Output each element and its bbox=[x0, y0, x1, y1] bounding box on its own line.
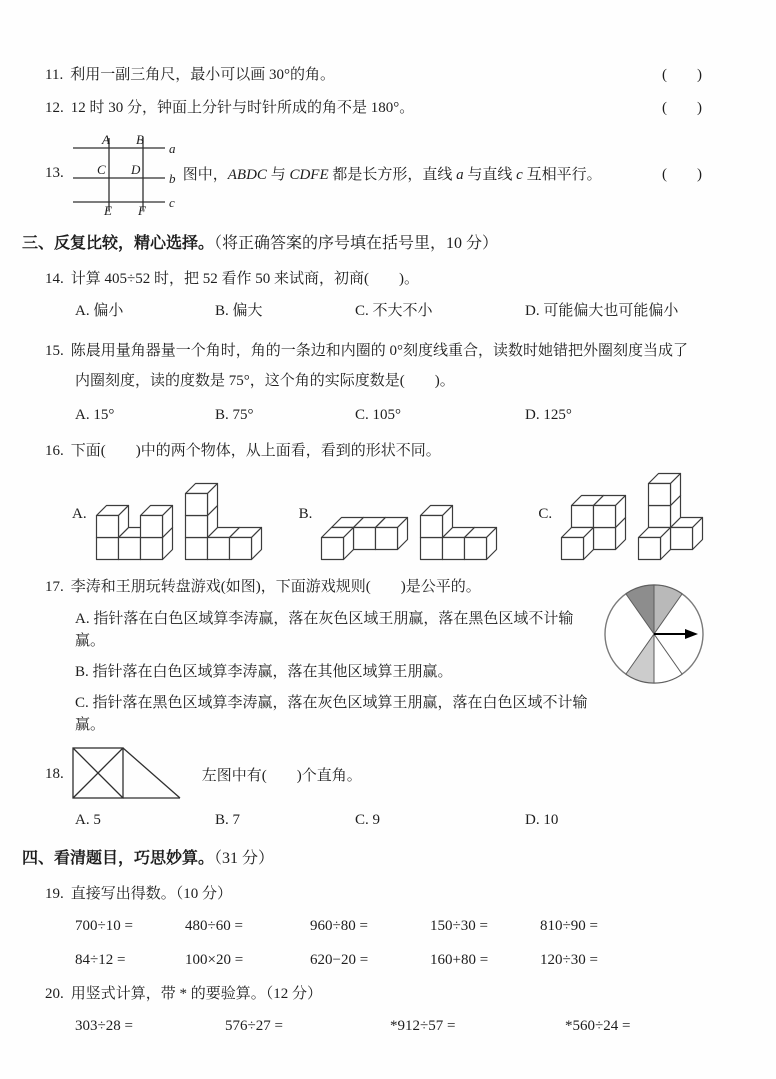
question-16-figures bbox=[72, 472, 776, 566]
question-19-row-1 bbox=[75, 915, 776, 937]
option-c: C. 9 bbox=[355, 812, 381, 828]
expression: 160+80 = bbox=[430, 952, 489, 968]
question-19-row-2 bbox=[75, 949, 776, 971]
option-b: B. 75° bbox=[215, 407, 254, 423]
question-14 bbox=[45, 268, 776, 290]
answer-bracket: ( ) bbox=[662, 166, 702, 183]
question-number: 15. bbox=[45, 343, 64, 359]
option-c: C. 105° bbox=[355, 407, 402, 423]
question-18-options bbox=[75, 809, 776, 831]
expression: 150÷30 = bbox=[430, 918, 488, 934]
question-19 bbox=[45, 883, 776, 905]
cube-figure-b1 bbox=[320, 516, 409, 566]
question-15 bbox=[45, 336, 776, 396]
expression: 100×20 = bbox=[185, 952, 244, 968]
question-number: 17. bbox=[45, 579, 64, 595]
parallel-lines-figure bbox=[71, 130, 183, 216]
cube-figure-c2 bbox=[637, 472, 704, 566]
question-18 bbox=[45, 745, 776, 803]
question-20-problems bbox=[75, 1015, 776, 1037]
section-4-heading bbox=[22, 847, 776, 871]
section-note: （31 分） bbox=[214, 850, 275, 867]
expression: 700÷10 = bbox=[75, 918, 133, 934]
option-b: B. 7 bbox=[215, 812, 241, 828]
point-label-B: B bbox=[135, 132, 144, 147]
option-a: A. 5 bbox=[75, 812, 101, 828]
option-a: A. 15° bbox=[75, 407, 115, 423]
figure-label-b: B. bbox=[298, 505, 313, 522]
option-a: A. 偏小 bbox=[75, 303, 124, 319]
point-label-D: D bbox=[130, 162, 141, 177]
expression: 84÷12 = bbox=[75, 952, 126, 968]
question-text: 直接写出得数。（10 分） bbox=[70, 886, 233, 902]
question-number: 19. bbox=[45, 886, 64, 902]
figure-label-c: C. bbox=[538, 505, 553, 522]
question-14-options bbox=[75, 300, 776, 322]
option-d: D. 125° bbox=[525, 407, 572, 423]
question-text-line2: 内圈刻度，读的度数是 75°，这个角的实际度数是( )。 bbox=[75, 373, 455, 389]
expression: 960÷80 = bbox=[310, 918, 368, 934]
problem: 303÷28 = bbox=[75, 1018, 133, 1034]
option-a: A. 指针落在白色区域算李涛赢，落在灰色区域王朋赢，落在黑色区域不计输赢。 bbox=[75, 611, 574, 649]
question-17 bbox=[0, 576, 776, 736]
expression: 120÷30 = bbox=[540, 952, 598, 968]
question-text: 李涛和王朋玩转盘游戏(如图)，下面游戏规则( )是公平的。 bbox=[70, 579, 481, 595]
option-c: C. 不大不小 bbox=[355, 303, 433, 319]
question-15-options bbox=[75, 404, 776, 426]
cube-figure-b2 bbox=[419, 504, 498, 566]
question-number: 14. bbox=[45, 271, 64, 287]
option-b: B. 偏大 bbox=[215, 303, 263, 319]
question-text: 左图中有( )个直角。 bbox=[201, 767, 362, 784]
section-title: 三、反复比较，精心选择。 bbox=[22, 235, 215, 252]
expression: 480÷60 = bbox=[185, 918, 243, 934]
question-20 bbox=[45, 983, 776, 1005]
answer-bracket: ( ) bbox=[662, 67, 702, 83]
section-note: （将正确答案的序号填在括号里，10 分） bbox=[214, 235, 499, 252]
line-label-a: a bbox=[168, 141, 176, 156]
expression: 810÷90 = bbox=[540, 918, 598, 934]
point-label-C: C bbox=[96, 162, 106, 177]
cube-figure-a1 bbox=[95, 504, 174, 566]
question-12 bbox=[45, 97, 776, 119]
problem: *912÷57 = bbox=[390, 1018, 456, 1034]
question-16 bbox=[45, 440, 776, 462]
problem: 576÷27 = bbox=[225, 1018, 283, 1034]
question-13 bbox=[45, 130, 776, 216]
option-b: B. 指针落在白色区域算李涛赢，落在其他区域算王朋赢。 bbox=[75, 664, 453, 680]
section-title: 四、看清题目，巧思妙算。 bbox=[22, 850, 215, 867]
point-label-A: A bbox=[101, 132, 110, 147]
line-label-c: c bbox=[168, 195, 175, 210]
answer-bracket: ( ) bbox=[662, 100, 702, 116]
figure-label-a: A. bbox=[72, 505, 87, 522]
cube-figure-a2 bbox=[184, 482, 263, 566]
question-text-line1: 陈晨用量角器量一个角时，角的一条边和内圈的 0°刻度线重合，读数时她错把外圈刻度当成了 bbox=[70, 343, 689, 359]
line-label-b: b bbox=[168, 171, 176, 186]
option-d: D. 可能偏大也可能偏小 bbox=[525, 303, 679, 319]
option-d: D. 10 bbox=[525, 812, 559, 828]
problem: *560÷24 = bbox=[565, 1018, 631, 1034]
question-17-options bbox=[0, 608, 600, 736]
question-text: 用竖式计算，带 * 的要验算。（12 分） bbox=[70, 986, 323, 1002]
cube-figure-c1 bbox=[560, 494, 627, 566]
question-text: 图中，ABDC 与 CDFE 都是长方形，直线 a 与直线 c 互相平行。 bbox=[182, 166, 602, 183]
question-number: 16. bbox=[45, 443, 64, 459]
spinner-figure bbox=[602, 582, 706, 686]
question-text: 下面( )中的两个物体，从上面看，看到的形状不同。 bbox=[70, 443, 441, 459]
question-text: 利用一副三角尺，最小可以画 30°的角。 bbox=[70, 67, 335, 83]
question-text: 计算 405÷52 时，把 52 看作 50 来试商，初商( )。 bbox=[70, 271, 419, 287]
question-number: 20. bbox=[45, 986, 64, 1002]
question-number: 11. bbox=[45, 67, 64, 83]
option-c: C. 指针落在黑色区域算李涛赢，落在灰色区域算王朋赢，落在白色区域不计输赢。 bbox=[75, 695, 588, 733]
question-number: 18. bbox=[45, 765, 64, 782]
question-11 bbox=[45, 64, 776, 86]
point-label-F: F bbox=[137, 203, 146, 216]
question-text: 12 时 30 分，钟面上分针与时针所成的角不是 180°。 bbox=[70, 100, 415, 116]
expression: 620−20 = bbox=[310, 952, 369, 968]
question-number: 12. bbox=[45, 100, 64, 116]
question-number: 13. bbox=[45, 164, 64, 181]
square-triangle-figure bbox=[70, 745, 188, 803]
point-label-E: E bbox=[103, 203, 112, 216]
section-3-heading bbox=[22, 232, 776, 256]
